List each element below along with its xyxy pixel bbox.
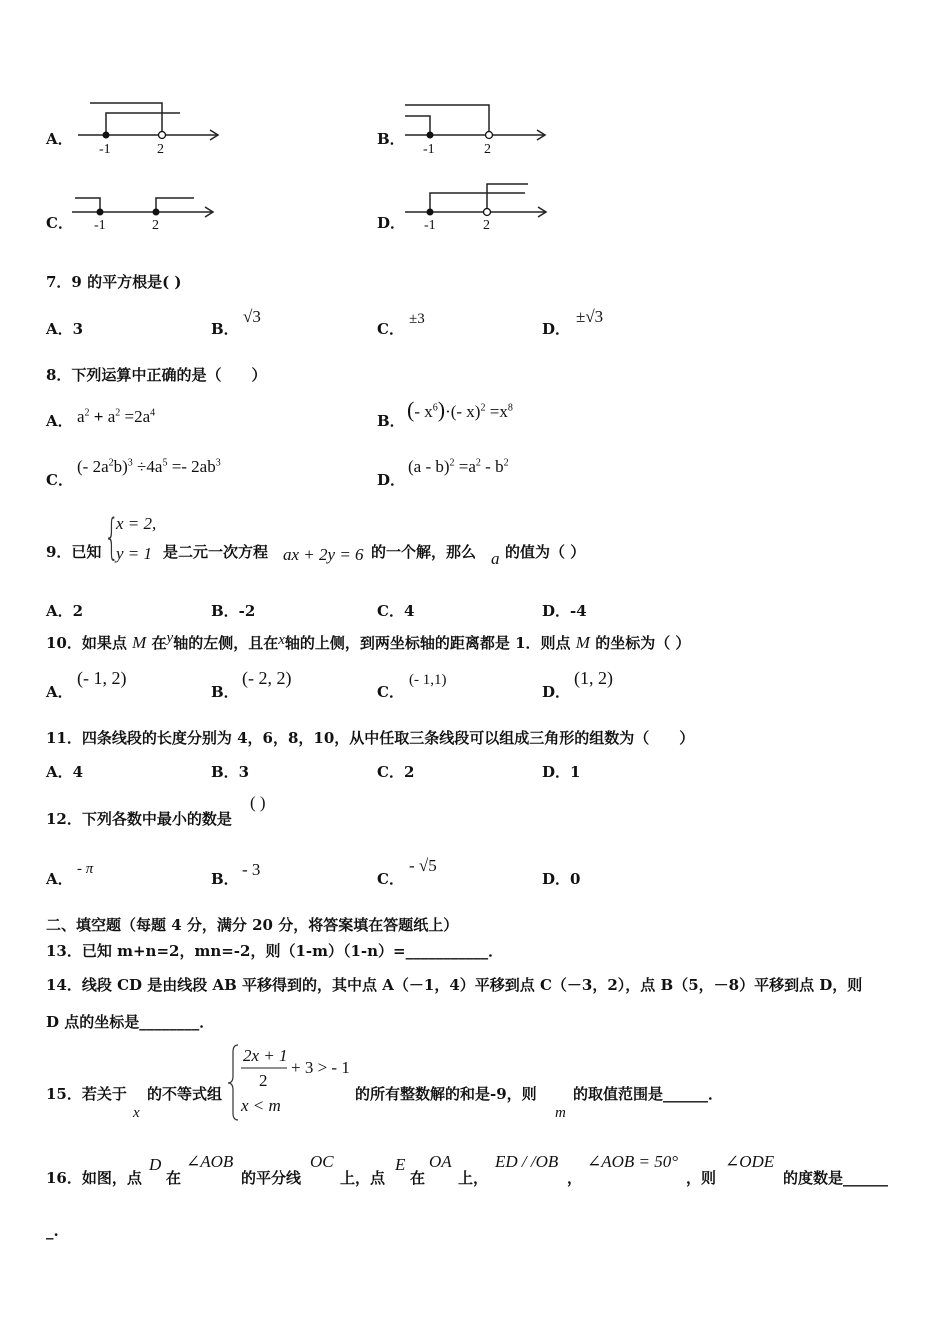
q14-line1: 14．线段 CD 是由线段 AB 平移得到的，其中点 A（－1，4）平移到点 C（－3，2），点 B（5，－8）平移到点 D，则 [46,976,863,994]
q9-mid: 是二元一次方程 [163,543,269,561]
q9-equation: ax + 2y = 6 [283,545,364,564]
q6-option-c-label[interactable]: C． [46,214,73,232]
q16-text-8: 的度数是______ [783,1169,889,1187]
q12-option-b-label[interactable]: B． [211,870,239,888]
q9-option-c[interactable]: C．4 [377,602,415,620]
q12-stem: 12．下列各数中最小的数是 [46,810,232,828]
q8-option-c-label[interactable]: C． [46,471,73,489]
q8-option-a-expr: $a^2 + a^2 =2a^4$ [77,407,156,426]
q16-text-3: 的平分线 [241,1169,302,1187]
q9-var-a: a [491,549,500,568]
q6-a-tick-2: 2 [157,142,164,157]
q16-line2: _. [46,1222,59,1240]
q7-option-c-expr: ±3 [409,311,425,327]
q11-option-c[interactable]: C．2 [377,763,415,781]
q6-d-tick-minus1: -1 [424,218,436,233]
q8-option-b-expr: (- $x^6)\cdot(-$ $x)^2 =x^8$ [407,397,513,422]
q10-option-b-label[interactable]: B． [211,683,239,701]
q16-line-oa: OA [429,1152,452,1171]
q10-text-4: 轴的上侧，到两坐标轴的距离都是 1．则点 [284,634,571,652]
q11-option-b[interactable]: B．3 [211,763,250,781]
q10-option-c-expr: (- 1,1) [409,672,447,688]
q12-option-a-expr: - π [77,861,94,877]
q8-option-d-label[interactable]: D． [377,471,406,489]
q8-option-d-expr: $(a - b)^2 =a^2 - b^2$ [408,457,509,476]
q16-text-5: 在 [410,1169,426,1187]
q10-var-m2: M [575,633,590,652]
q9-option-d[interactable]: D．-4 [542,602,587,620]
q10-var-x: x [278,632,285,648]
q11-stem: 11．四条线段的长度分别为 4，6，8，10，从中任取三条线段可以组成三角形的组数为（ ） [46,729,695,747]
q8-stem: 8．下列运算中正确的是（ ） [46,366,267,384]
q12-paren: ( ) [250,793,266,812]
q9-mid2: 的一个解，那么 [371,543,477,561]
q10-text-3: 轴的左侧，且在 [173,634,279,652]
q10-var-m: M [132,633,147,652]
q15-denominator: 2 [259,1071,268,1090]
q15-var-m: m [555,1105,566,1121]
q13-stem: 13．已知 m+n=2，mn=-2，则（1-m）（1-n）=___________． [46,942,504,960]
q6-option-a-label[interactable]: A． [46,130,73,148]
q10-option-d-expr: (1, 2) [574,668,613,688]
q9-prefix: 9．已知 [46,543,102,561]
q6-option-b-label[interactable]: B． [377,130,405,148]
q16-text-7: ，则 [686,1169,717,1187]
q15-var-x: x [133,1105,140,1121]
q10-text-2: 在 [151,634,167,652]
q6-a-tick-minus1: -1 [99,142,111,157]
q16-text-4: 上，点 [340,1169,386,1187]
q16-text-6: 上， [458,1169,489,1187]
q7-option-a[interactable]: A．3 [46,320,84,338]
q15-mid: 的不等式组 [147,1085,223,1103]
q7-option-c-label[interactable]: C． [377,320,404,338]
q16-comma: ， [567,1169,583,1187]
q8-option-a-label[interactable]: A． [46,412,73,430]
q7-option-b-expr: √3 [243,307,261,326]
q16-line-oc: OC [310,1152,334,1171]
q9-system-eq1: x = 2, [116,514,157,533]
section-2-heading: 二、填空题（每题 4 分，满分 20 分，将答案填在答题纸上） [46,916,459,934]
q10-option-c-label[interactable]: C． [377,683,404,701]
q16-parallel: ED / /OB [495,1152,559,1171]
q10-option-a-expr: (- 1, 2) [77,668,127,688]
q10-option-b-expr: (- 2, 2) [242,668,292,688]
q16-angle-value: ∠AOB = 50° [587,1152,679,1171]
q12-option-b-expr: - 3 [242,860,261,879]
q16-text-1: 16．如图，点 [46,1169,142,1187]
q6-d-tick-2: 2 [483,218,490,233]
q7-option-b-label[interactable]: B． [211,320,239,338]
q15-ineq2: x < m [241,1096,281,1115]
q10-text-1: 10．如果点 [46,634,127,652]
q8-option-c-expr: (- $2a^2b)^3 \div 4a^5 =- 2ab^3$ [77,457,221,476]
q16-point-d: D [149,1155,162,1174]
q12-option-c-label[interactable]: C． [377,870,404,888]
q14-line2: D 点的坐标是________． [46,1013,215,1031]
q15-suffix: 的取值范围是______． [573,1085,724,1103]
q9-brace: { [104,509,120,565]
q15-mid2: 的所有整数解的和是-9，则 [355,1085,537,1103]
q12-option-c-expr: - √5 [409,856,437,875]
q6-option-d-label[interactable]: D． [377,214,406,232]
q10-text-5: 的坐标为（ ） [595,634,691,652]
q12-option-d[interactable]: D．0 [542,870,581,888]
q6-b-tick-minus1: -1 [423,142,435,157]
q9-option-b[interactable]: B．-2 [211,602,256,620]
q9-suffix: 的值为（ ） [505,543,586,561]
q16-text-2: 在 [166,1169,182,1187]
q15-numerator: 2x + 1 [243,1046,288,1065]
q12-option-a-label[interactable]: A． [46,870,73,888]
q11-option-a[interactable]: A．4 [46,763,84,781]
q16-angle-ode: ∠ODE [725,1152,775,1171]
q9-option-a[interactable]: A．2 [46,602,84,620]
q8-option-b-label[interactable]: B． [377,412,405,430]
q6-c-tick-2: 2 [152,218,159,233]
q10-option-d-label[interactable]: D． [542,683,571,701]
q15-ineq1-rest: + 3 > - 1 [291,1058,350,1077]
q15-prefix: 15．若关于 [46,1085,127,1103]
q6-b-tick-2: 2 [484,142,491,157]
q7-stem: 7．9 的平方根是( ) [46,273,182,291]
q7-option-d-expr: ±√3 [576,307,604,326]
q6-c-tick-minus1: -1 [94,218,106,233]
q16-angle-aob: ∠AOB [186,1152,234,1171]
q9-system-eq2: y = 1 [116,544,153,563]
q11-option-d[interactable]: D．1 [542,763,581,781]
q16-point-e: E [395,1155,406,1174]
q10-option-a-label[interactable]: A． [46,683,73,701]
q7-option-d-label[interactable]: D． [542,320,571,338]
q10-var-y: y [166,630,174,646]
